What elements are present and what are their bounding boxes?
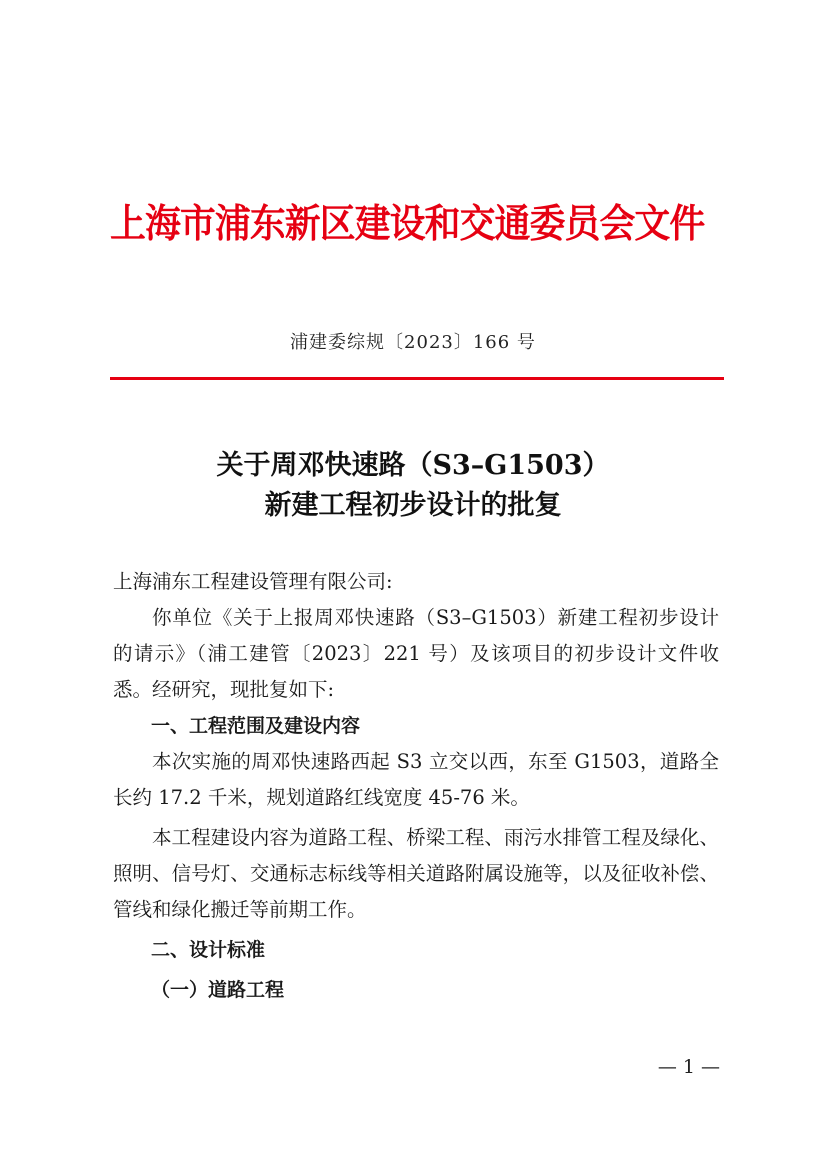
document-title	[0, 446, 826, 526]
subsection-heading: （一）道路工程	[151, 979, 285, 1001]
section-2-heading: 二、设计标准	[151, 939, 266, 961]
section-1-paragraph-1: 本次实施的周邓快速路西起 S3 立交以西，东至 G1503，道路全长约 17.2 千米，规划道路红线宽度 45-76 米。	[113, 750, 719, 809]
document-body	[113, 564, 719, 1008]
document-title-line-1: 关于周邓快速路（S3–G1503）	[216, 450, 610, 481]
red-divider-line	[110, 377, 724, 380]
section-1-paragraph-2: 本工程建设内容为道路工程、桥梁工程、雨污水排管工程及绿化、照明、信号灯、交通标志标线等相关道路附属设施等，以及征收补偿、管线和绿化搬迁等前期工作。	[113, 826, 719, 921]
page-number: — 1 —	[657, 1056, 720, 1078]
intro-paragraph: 你单位《关于上报周邓快速路（S3–G1503）新建工程初步设计的请示》（浦工建管〔2023〕221 号）及该项目的初步设计文件收悉。经研究，现批复如下:	[113, 606, 719, 701]
document-title-line-2: 新建工程初步设计的批复	[264, 490, 562, 521]
salutation: 上海浦东工程建设管理有限公司:	[113, 570, 393, 593]
section-1-heading: 一、工程范围及建设内容	[151, 715, 361, 737]
issuing-authority-title: 上海市浦东新区建设和交通委员会文件	[110, 202, 705, 247]
document-number: 浦建委综规〔2023〕166 号	[290, 332, 536, 353]
